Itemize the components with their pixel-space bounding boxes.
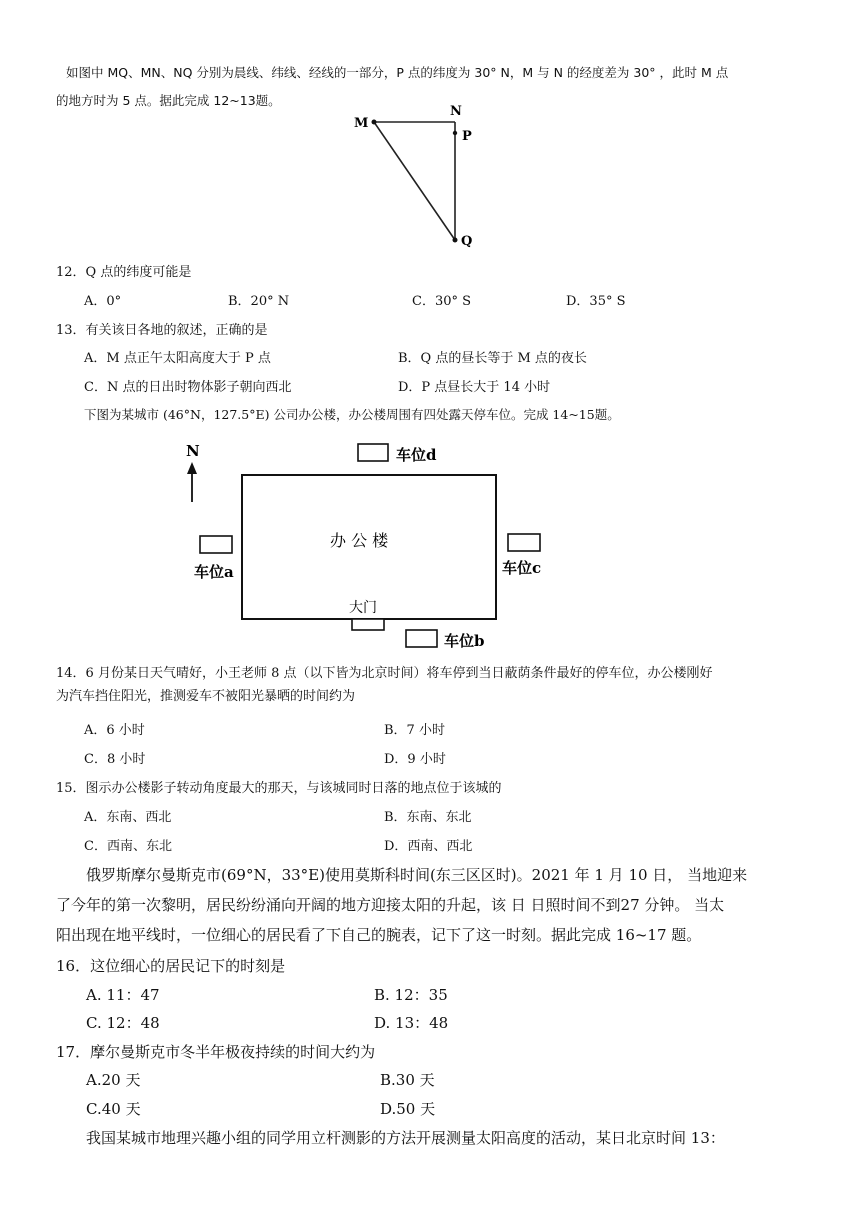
spot-a-label: 车位a <box>194 563 234 581</box>
q15-option-d: D．西南、西北 <box>384 839 473 854</box>
q13-option-a: A．M 点正午太阳高度大于 P 点 <box>84 351 271 366</box>
q17-option-c: C.40 天 <box>86 1100 141 1118</box>
parking-spot-c <box>508 534 540 551</box>
point-m <box>372 120 377 125</box>
q17-option-a: A.20 天 <box>86 1071 141 1089</box>
intro1-line1: 如图中 MQ、MN、NQ 分别为晨线、纬线、经线的一部分，P 点的纬度为 30° N，M 与 N 的经度差为 30° ，此时 M 点 <box>66 65 729 80</box>
q13-option-d: D．P 点昼长大于 14 小时 <box>398 380 551 395</box>
q13-option-b: B．Q 点的昼长等于 M 点的夜长 <box>398 351 587 366</box>
gate <box>352 619 384 630</box>
spot-c-label: 车位c <box>502 559 542 577</box>
label-m: M <box>354 116 369 131</box>
q16-option-b: B. 12：35 <box>374 986 448 1004</box>
spot-d-label: 车位d <box>396 446 437 464</box>
q14-option-b: B．7 小时 <box>384 723 445 738</box>
parking-spot-d <box>358 444 388 461</box>
q14-option-a: A．6 小时 <box>84 723 145 738</box>
intro3-line3: 阳出现在地平线时，一位细心的居民看了下自己的腕表，记下了这一时刻。据此完成 16~17 题。 <box>56 926 702 944</box>
q16-stem: 16．这位细心的居民记下的时刻是 <box>56 957 286 975</box>
intro4: 我国某城市地理兴趣小组的同学用立杆测影的方法开展测量太阳高度的活动，某日北京时间 13： <box>86 1129 725 1147</box>
q12-stem: 12．Q 点的纬度可能是 <box>56 265 192 280</box>
intro1-line2: 的地方时为 5 点。据此完成 12~13题。 <box>56 93 281 108</box>
q16-option-a: A. 11：47 <box>86 986 160 1004</box>
q12-option-a: A．0° <box>84 294 122 309</box>
q15-stem: 15．图示办公楼影子转动角度最大的那天，与该城同时日落的地点位于该城的 <box>56 781 502 796</box>
intro2: 下图为某城市 (46°N，127.5°E) 公司办公楼，办公楼周围有四处露天停车位。完成 14~15题。 <box>84 407 620 422</box>
parking-spot-b <box>406 630 437 647</box>
q17-stem: 17．摩尔曼斯克市冬半年极夜持续的时间大约为 <box>56 1043 376 1061</box>
label-q: Q <box>461 234 473 249</box>
spot-b-label: 车位b <box>444 632 485 650</box>
intro3-line1: 俄罗斯摩尔曼斯克市(69°N，33°E)使用莫斯科时间(东三区区时)。2021 年 1 月 10 日， 当地迎来 <box>86 866 748 884</box>
q15-option-c: C．西南、东北 <box>84 839 172 854</box>
q15-option-b: B．东南、东北 <box>384 810 472 825</box>
q14-stem-line1: 14．6 月份某日天气晴好，小王老师 8 点（以下皆为北京时间）将车停到当日蔽荫条件最好的停车位，办公楼刚好 <box>56 666 713 681</box>
q14-stem-line2: 为汽车挡住阳光，推测爱车不被阳光暴晒的时间约为 <box>56 689 356 704</box>
q17-option-b: B.30 天 <box>380 1071 435 1089</box>
q13-stem: 13．有关该日各地的叙述，正确的是 <box>56 323 268 338</box>
q15-option-a: A．东南、西北 <box>84 810 172 825</box>
north-label: N <box>186 442 200 460</box>
label-p: P <box>462 129 472 144</box>
q12-option-c: C．30° S <box>412 294 472 309</box>
q16-option-d: D. 13：48 <box>374 1014 449 1032</box>
parking-spot-a <box>200 536 232 553</box>
figure-office-map <box>180 436 680 656</box>
gate-label: 大门 <box>349 600 377 616</box>
north-arrow-icon <box>187 462 197 502</box>
point-q <box>453 238 458 243</box>
intro3-line2: 了今年的第一次黎明，居民纷纷涌向开阔的地方迎接太阳的升起，该 日 日照时间不到27 分钟。 当太 <box>56 896 725 914</box>
q12-option-d: D．35° S <box>566 294 626 309</box>
q14-option-c: C．8 小时 <box>84 752 146 767</box>
label-n: N <box>450 104 462 119</box>
building-label: 办 公 楼 <box>330 531 389 550</box>
q17-option-d: D.50 天 <box>380 1100 436 1118</box>
q14-option-d: D．9 小时 <box>384 752 446 767</box>
q12-option-b: B．20° N <box>228 294 290 309</box>
q16-option-c: C. 12：48 <box>86 1014 160 1032</box>
figure-mnq-triangle <box>348 100 488 250</box>
line-mq <box>374 122 455 240</box>
q13-option-c: C．N 点的日出时物体影子朝向西北 <box>84 380 292 395</box>
point-p <box>453 131 457 135</box>
